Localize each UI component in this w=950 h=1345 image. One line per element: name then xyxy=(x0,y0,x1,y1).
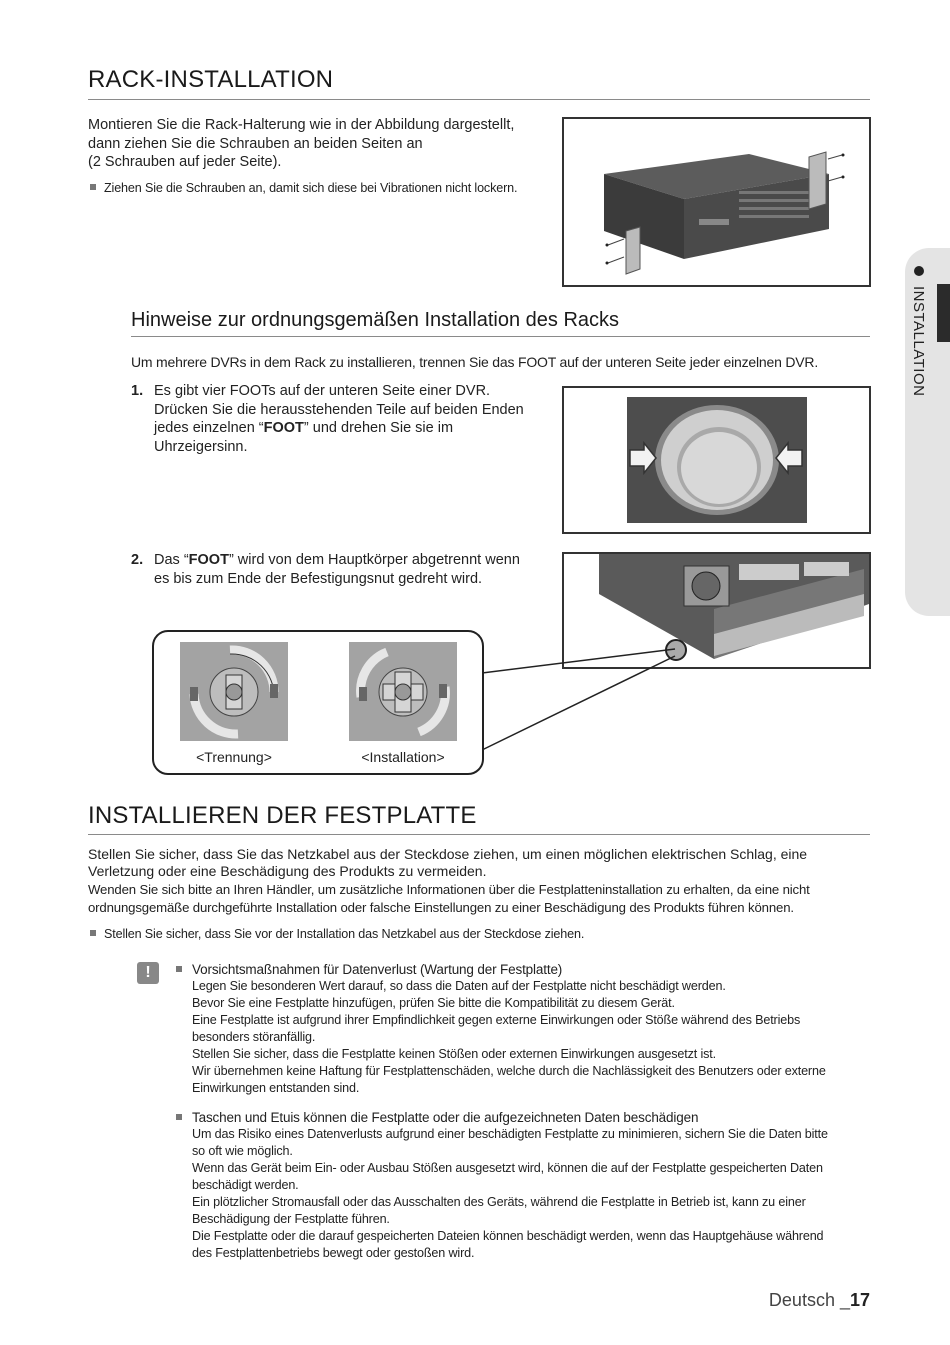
section-title-hdd: INSTALLIEREN DER FESTPLATTE xyxy=(88,802,477,829)
text-line: besonders störanfällig. xyxy=(192,1030,316,1044)
step-1 xyxy=(131,382,551,456)
side-tab-label xyxy=(904,262,934,412)
caution-body xyxy=(176,978,876,1097)
square-bullet-icon xyxy=(176,966,182,972)
rack-note xyxy=(90,180,560,197)
rack-paragraph xyxy=(88,116,558,172)
section-title-rack-notes: Hinweise zur ordnungsgemäßen Installation des Racks xyxy=(131,309,620,331)
footer-language: Deutsch _ xyxy=(768,1290,850,1310)
title-rule xyxy=(88,834,870,835)
square-bullet-icon xyxy=(176,1114,182,1120)
caution-heading: Vorsichtsmaßnahmen für Datenverlust (Wartung der Festplatte) xyxy=(176,961,876,978)
text-line: Die Festplatte oder die darauf gespeicherten Dateien können beschädigt werden, wenn das Hauptgehäuse während xyxy=(192,1229,824,1243)
page-number: 17 xyxy=(849,1290,870,1310)
caution-block-2 xyxy=(176,1109,876,1262)
text-line: es bis zum Ende der Befestigungsnut gedreht wird. xyxy=(154,570,483,587)
text-line: Bevor Sie eine Festplatte hinzufügen, prüfen Sie bitte die Kompatibilität zu diesem Gerät. xyxy=(192,996,675,1010)
side-tab-text: INSTALLATION xyxy=(910,286,927,397)
section-title-rack: RACK-INSTALLATION xyxy=(88,66,334,93)
text-line: Einwirkungen entstanden sind. xyxy=(192,1081,360,1095)
text-line: Stellen Sie sicher, dass die Festplatte keinen Stößen oder externen Einwirkungen ausgesetzt ist. xyxy=(192,1047,716,1061)
caution-block-1 xyxy=(176,961,876,1097)
text-line: Beschädigung der Festplatte führen. xyxy=(192,1212,390,1226)
text-line: Montieren Sie die Rack-Halterung wie in der Abbildung dargestellt, xyxy=(88,117,515,133)
foot-figure xyxy=(562,386,871,534)
note-text: Stellen Sie sicher, dass Sie vor der Installation das Netzkabel aus der Steckdose ziehen. xyxy=(104,927,585,941)
step-number: 2. xyxy=(131,552,144,568)
caption-installation: <Installation> xyxy=(361,749,445,765)
square-bullet-icon xyxy=(90,930,96,936)
callout-connector xyxy=(470,640,680,760)
side-tab-marker xyxy=(937,284,950,342)
text-line: beschädigt werden. xyxy=(192,1178,299,1192)
hdd-note xyxy=(90,926,870,943)
text-line: Uhrzeigersinn. xyxy=(154,438,248,455)
hdd-paragraph-2 xyxy=(88,881,878,917)
hdd-paragraph-1 xyxy=(88,846,878,880)
step-2 xyxy=(131,551,551,588)
rack-notes-intro: Um mehrere DVRs in dem Rack zu installieren, trennen Sie das FOOT auf der unteren Seite jeder einzelnen DVR. xyxy=(131,354,819,370)
square-bullet-icon xyxy=(90,184,96,190)
rack-figure xyxy=(562,117,871,287)
caution-heading: Taschen und Etuis können die Festplatte oder die aufgezeichneten Daten beschädigen xyxy=(176,1109,876,1126)
installation-image xyxy=(349,642,457,741)
caution-body xyxy=(176,1126,876,1262)
text-line: Ein plötzlicher Stromausfall oder das Ausschalten des Geräts, während die Festplatte in Betrieb ist, kann zu einer xyxy=(192,1195,806,1209)
text-line: Wir übernehmen keine Haftung für Festplattenschäden, welche durch die Nachlässigkeit des Benutzers oder externe xyxy=(192,1064,826,1078)
text-line: Eine Festplatte ist aufgrund ihrer Empfindlichkeit gegen externe Einwirkungen oder Stöße während des Betriebs xyxy=(192,1013,801,1027)
note-text: Ziehen Sie die Schrauben an, damit sich diese bei Vibrationen nicht lockern. xyxy=(104,181,518,195)
text-line: jedes einzelnen “FOOT” und drehen Sie sie im xyxy=(154,420,454,436)
text-line: Verletzung oder eine Beschädigung des Produkts zu vermeiden. xyxy=(88,863,487,879)
separation-image xyxy=(180,642,288,741)
text-line: (2 Schrauben auf jeder Seite). xyxy=(88,154,282,170)
text-line: ordnungsgemäße durchgeführte Installation oder falsche Einstellungen zu einer Beschädigung des Produkts führen können. xyxy=(88,900,794,915)
subtitle-rule xyxy=(131,336,870,337)
text-line: Legen Sie besonderen Wert darauf, so dass die Daten auf der Festplatte nicht beschädigt werden. xyxy=(192,979,726,993)
text-line: dann ziehen Sie die Schrauben an beiden Seiten an xyxy=(88,135,423,152)
text-line: Um das Risiko eines Datenverlusts aufgrund einer beschädigten Festplatte zu minimieren, sichern Sie die Daten bitte xyxy=(192,1127,828,1141)
bullet-icon xyxy=(914,266,924,276)
step-number: 1. xyxy=(131,383,144,399)
page-footer xyxy=(720,1290,870,1311)
text-line: Wenden Sie sich bitte an Ihren Händler, um zusätzliche Informationen über die Festplatteninstallation zu erhalten, da eine nicht xyxy=(88,882,810,897)
text-line: Es gibt vier FOOTs auf der unteren Seite einer DVR. xyxy=(154,383,491,399)
title-rule xyxy=(88,99,870,100)
text-line: so oft wie möglich. xyxy=(192,1144,293,1158)
text-line: Das “FOOT” wird von dem Hauptkörper abgetrennt wenn xyxy=(154,552,520,568)
text-line: Stellen Sie sicher, dass Sie das Netzkabel aus der Steckdose ziehen, um einen möglichen elektrischen Schlag, eine xyxy=(88,846,808,862)
caption-separation: <Trennung> xyxy=(196,749,272,765)
text-line: Wenn das Gerät beim Ein- oder Ausbau Stößen ausgesetzt wird, können die auf der Festplatte gespeicherten Daten xyxy=(192,1161,823,1175)
text-line: Drücken Sie die herausstehenden Teile auf beiden Enden xyxy=(154,401,524,418)
text-line: des Festplattenbetriebs bewegt oder gestoßen wird. xyxy=(192,1246,475,1260)
caution-icon: ! xyxy=(137,962,159,984)
